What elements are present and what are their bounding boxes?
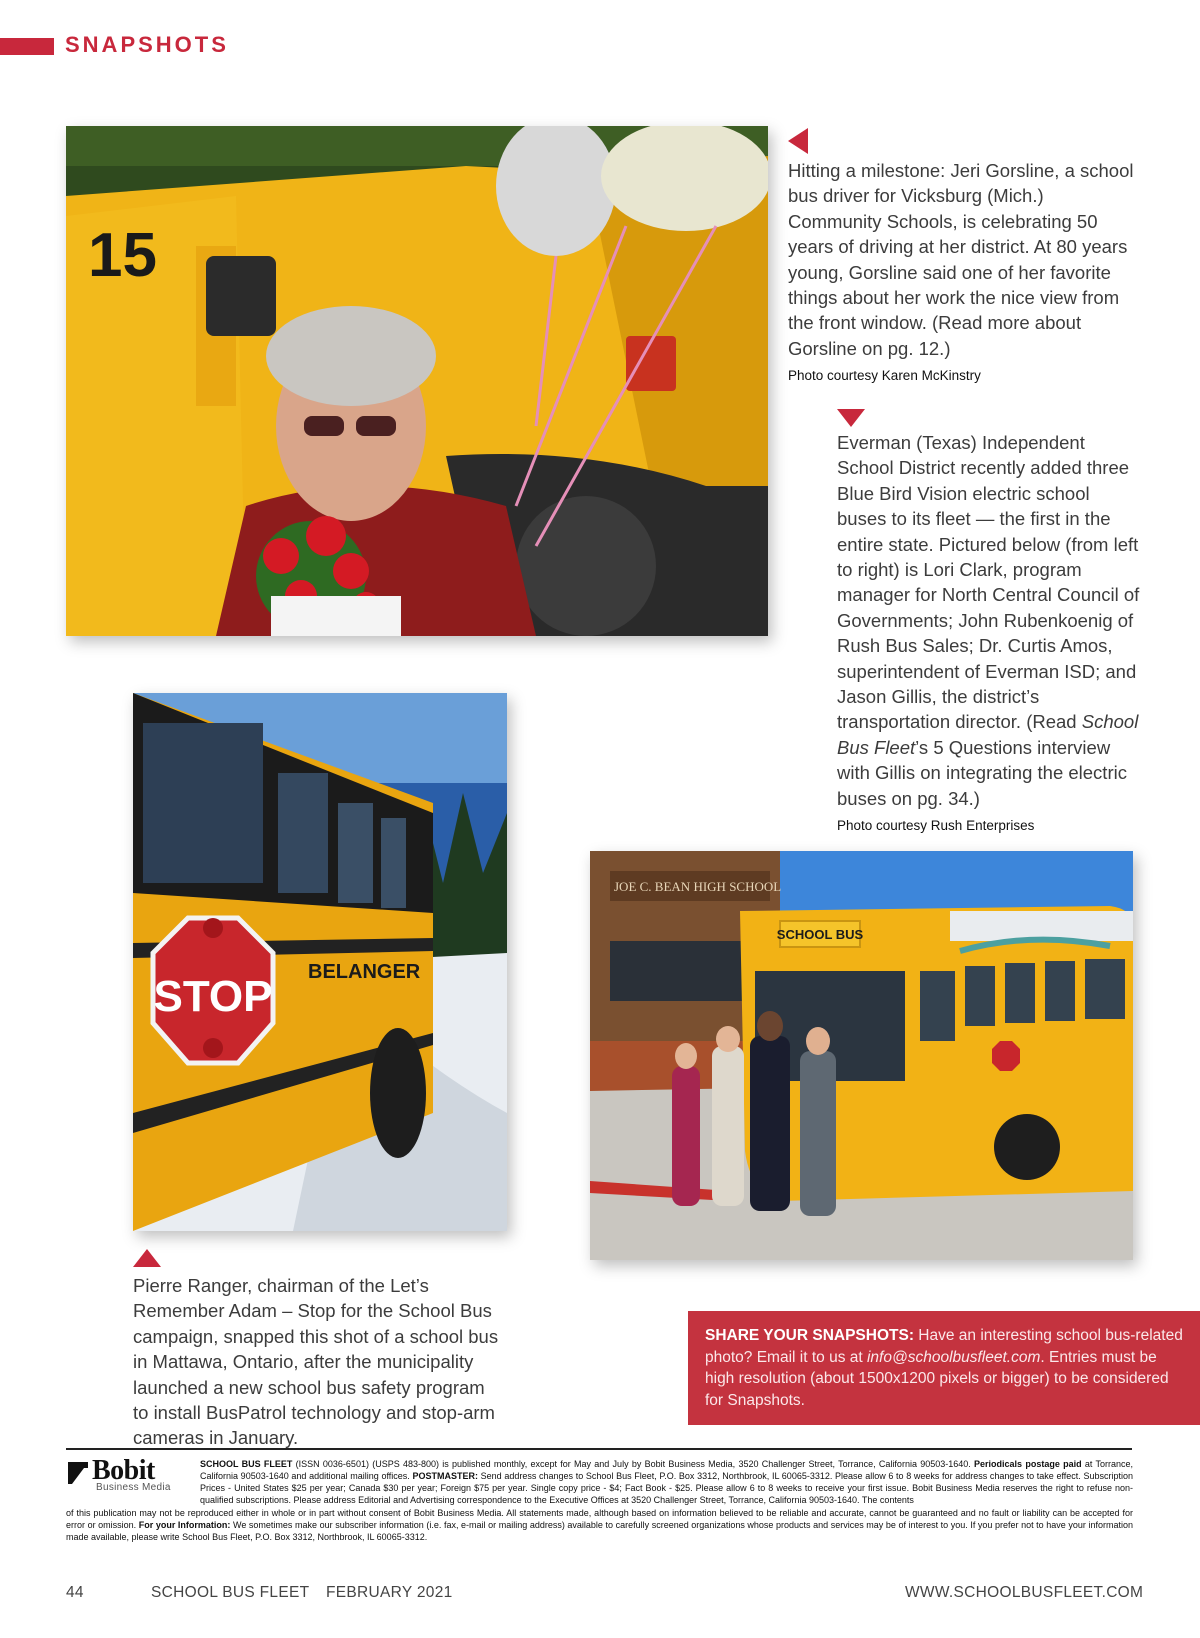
bus-side-lettering: BELANGER [308, 961, 421, 983]
publisher-text-4: of this publication may not be reproduced either in whole or in part without consent of Bobit Business Media. All statements made, although based on information believed to be reliable and accurate, cannot be guaranteed and no fault or liability can be accepted for error or omission. [66, 1508, 1133, 1531]
caption-electric-buses-text [837, 430, 1142, 811]
publisher-text-3: Send address changes to School Bus Fleet, P.O. Box 3312, Northbrook, IL 60065-3312. Please allow 6 to 8 weeks for address changes to take effect. Subscription Prices - United States $25 per year; Canada $30 per year; Foreign $75 per year. Single copy price - $4; Fact Book - $25. Please allow 6 to 8 weeks to receive your first issue. Bobit Business Media reserves the right to refuse non-qualified subscriptions. Please address Editorial and Advertising correspondence to the Executive Offices at 3520 Challenger Street, Torrance, California 90503-1640. The contents [200, 1471, 1133, 1506]
publisher-statement [200, 1458, 1133, 1506]
caption-milestone [788, 158, 1138, 385]
share-snapshots-box [688, 1311, 1200, 1425]
caption-text-italic: School Bus Fleet [837, 711, 1139, 758]
caption-pointer-up [133, 1249, 161, 1267]
caption-electric-buses-credit: Photo courtesy Rush Enterprises [837, 818, 1035, 834]
photo-stop-arm-bus [133, 693, 507, 1231]
caption-stop-arm-text: Pierre Ranger, chairman of the Let’s Remember Adam – Stop for the School Bus campaign, snapped this shot of a school bus in Mattawa, Ontario, after the municipality launched a new school bus safety program to install BusPatrol technology and stop-arm cameras in January. [133, 1275, 499, 1449]
magazine-name: SCHOOL BUS FLEET [151, 1584, 310, 1601]
photo-electric-buses [590, 851, 1133, 1260]
school-building-sign: JOE C. BEAN HIGH SCHOOL [614, 879, 782, 894]
publisher-text-5: We sometimes make our subscriber information (i.e. fax, e-mail or mailing address) available to carefully screened organizations whose products and services may be of interest to you. If you prefer not to have your information made available, please write School Bus Fleet, P.O. Box 3312, Northbrook, IL 60065-3312. [66, 1520, 1133, 1543]
publisher-title: SCHOOL BUS FLEET [200, 1459, 293, 1469]
share-text-2: . Entries must be high resolution (about 1500x1200 pixels or bigger) to be considered for Snapshots. [705, 1348, 1169, 1409]
publisher-text-2: at Torrance, California 90503-1640 and additional mailing offices. [200, 1459, 1134, 1482]
bobit-logo-icon [66, 1460, 90, 1486]
publisher-postmaster-label: POSTMASTER: [412, 1471, 478, 1482]
caption-pointer-left [788, 128, 808, 154]
caption-milestone-credit: Photo courtesy Karen McKinstry [788, 368, 981, 384]
bus-number: 15 [88, 221, 157, 290]
caption-pointer-down [837, 409, 865, 427]
website-url[interactable]: WWW.SCHOOLBUSFLEET.COM [905, 1584, 1144, 1601]
publisher-info-label: For your Information: [138, 1520, 231, 1531]
section-title: SNAPSHOTS [65, 32, 229, 57]
stop-sign-text: STOP [153, 972, 273, 1021]
publisher-postage-label: Periodicals postage paid [974, 1459, 1082, 1469]
share-text-1: Have an interesting school bus-related photo? Email it to us at [705, 1327, 1183, 1366]
bobit-logo-sub: Business Media [96, 1482, 171, 1493]
bobit-logo-text: Bobit [92, 1455, 155, 1486]
caption-milestone-text: Hitting a milestone: Jeri Gorsline, a school bus driver for Vicksburg (Mich.) Community Schools, is celebrating 50 years of driving at her district. At 80 years young, Gorsline said one of her favorite things about her work the nice view from the front window. (Read more about Gorsline on pg. 12.) [788, 160, 1134, 359]
share-heading: SHARE YOUR SNAPSHOTS: [705, 1327, 914, 1344]
caption-text-part2: ’s 5 Questions interview with Gillis on integrating the electric buses on pg. 34.) [837, 736, 1127, 809]
caption-text-part1: Everman (Texas) Independent School District recently added three Blue Bird Vision electric school buses to its fleet — the first in the entire state. Pictured below (from left to right) is Lori Clark, program manager for North Central Council of Governments; John Rubenkoenig of Rush Bus Sales; Dr. Curtis Amos, superintendent of Everman ISD; and Jason Gillis, the district’s transportation director. (Read [837, 432, 1140, 733]
caption-stop-arm [133, 1273, 503, 1451]
footer-rule [66, 1448, 1132, 1450]
page-number: 44 [66, 1584, 84, 1601]
share-email-link[interactable]: info@schoolbusfleet.com [866, 1348, 1041, 1366]
publisher-statement-continued [66, 1507, 1133, 1543]
issue-date: FEBRUARY 2021 [326, 1584, 453, 1601]
publisher-text-1: (ISSN 0036-6501) (USPS 483-800) is published monthly, except for May and July by Bobit Business Media, 3520 Challenger Street, Torrance, California 90503-1640. [292, 1459, 975, 1469]
school-bus-sign-text: SCHOOL BUS [776, 927, 864, 942]
photo-driver-milestone [66, 126, 768, 636]
section-bar [0, 38, 54, 55]
bobit-logo [66, 1455, 180, 1493]
caption-electric-buses [837, 430, 1142, 835]
